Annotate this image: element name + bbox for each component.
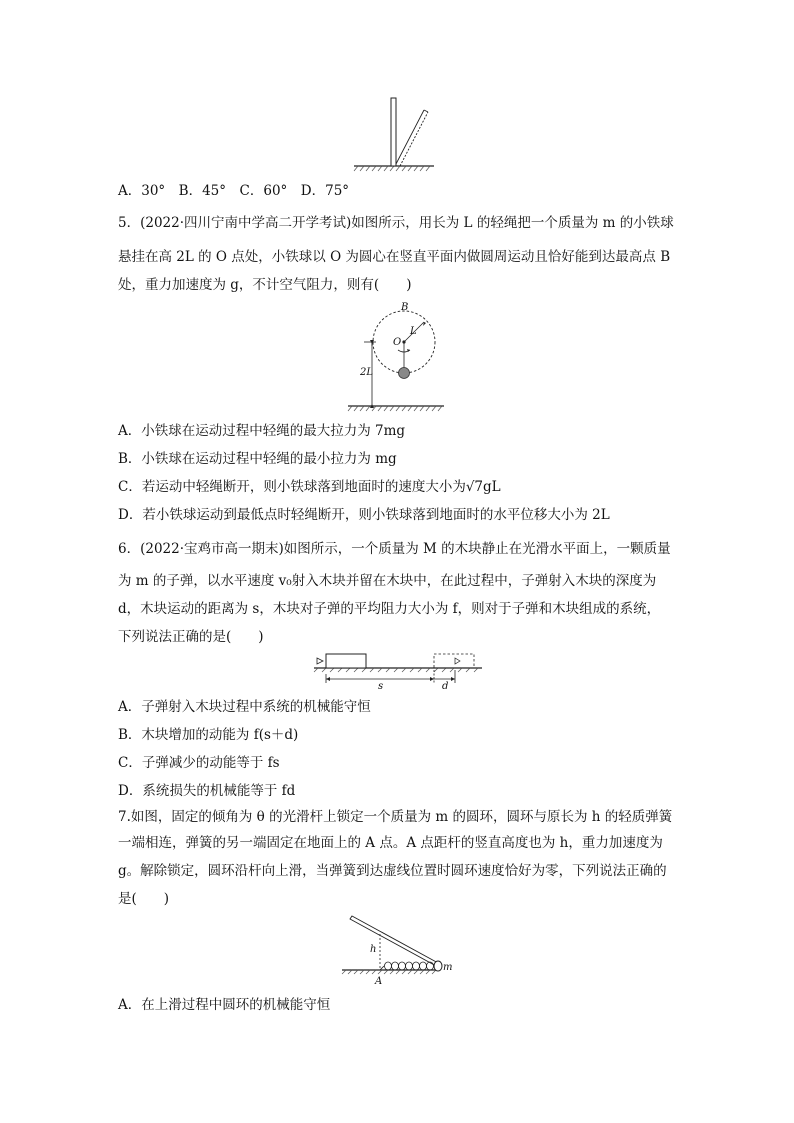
q7-stem-line-4: 是( ) (118, 891, 170, 907)
q6-option-D: D．系统损失的机械能等于 fd (118, 783, 296, 799)
q7-fig-label-m: m (443, 962, 453, 973)
q7-option-A: A．在上滑过程中圆环的机械能守恒 (118, 997, 331, 1013)
q4-figure (352, 92, 442, 174)
q7-fig-label-h: h (370, 944, 377, 955)
q5-option-B: B．小铁球在运动过程中轻绳的最小拉力为 mg (118, 451, 397, 467)
q6-fig-label-s: s (378, 681, 384, 690)
q5-fig-label-L: L (410, 326, 417, 337)
q7-figure (338, 910, 460, 990)
q6-stem-line-2: 为 m 的子弹，以水平速度 v₀射入木块并留在木块中，在此过程中，子弹射入木块的深度为 (118, 573, 657, 589)
q6-stem-line-3: d，木块运动的距离为 s，木块对子弹的平均阻力大小为 f，则对于子弹和木块组成的系统， (118, 601, 661, 617)
q6-option-B: B．木块增加的动能为 f(s＋d) (118, 727, 299, 743)
q5-option-D: D．若小铁球运动到最低点时轻绳断开，则小铁球落到地面时的水平位移大小为 2L (118, 507, 610, 523)
q5-option-A: A．小铁球在运动过程中轻绳的最大拉力为 7mg (118, 423, 406, 439)
q6-fig-label-d: d (442, 681, 449, 690)
q7-stem-line-3: g。解除锁定，圆环沿杆向上滑，当弹簧到达虚线位置时圆环速度恰好为零，下列说法正确的 (118, 863, 667, 879)
q7-stem-line-2: 一端相连，弹簧的另一端固定在地面上的 A 点。A 点距杆的竖直高度也为 h，重力加速度为 (118, 835, 663, 851)
q6-figure (312, 650, 484, 690)
q6-stem-line-4: 下列说法正确的是( ) (118, 629, 264, 645)
q6-option-A: A．子弹射入木块过程中系统的机械能守恒 (118, 699, 371, 715)
q5-fig-label-O: O (393, 337, 402, 348)
q5-stem-line-3: 处，重力加速度为 g，不计空气阻力，则有( ) (118, 277, 412, 293)
q5-figure (344, 298, 448, 412)
q5-option-C: C．若运动中轻绳断开，则小铁球落到地面时的速度大小为√7gL (118, 479, 501, 495)
q6-stem-line-1: 6．(2022·宝鸡市高一期末)如图所示，一个质量为 M 的木块静止在光滑水平面上，一颗质量 (118, 541, 671, 557)
q5-fig-label-B: B (401, 302, 409, 313)
q5-fig-label-height: 2L (360, 367, 374, 378)
q7-stem-line-1: 7.如图，固定的倾角为 θ 的光滑杆上锁定一个质量为 m 的圆环，圆环与原长为 h 的轻质弹簧 (118, 809, 673, 825)
q7-fig-label-A: A (375, 976, 383, 987)
q5-stem-line-2: 悬挂在高 2L 的 O 点处，小铁球以 O 为圆心在竖直平面内做圆周运动且恰好能到达最高点 B (118, 249, 671, 265)
q6-option-C: C．子弹减少的动能等于 fs (118, 755, 280, 771)
q5-stem-line-1: 5．(2022·四川宁南中学高二开学考试)如图所示，用长为 L 的轻绳把一个质量为 m 的小铁球 (118, 215, 674, 231)
q4-options: A．30° B．45° C．60° D．75° (118, 183, 350, 199)
